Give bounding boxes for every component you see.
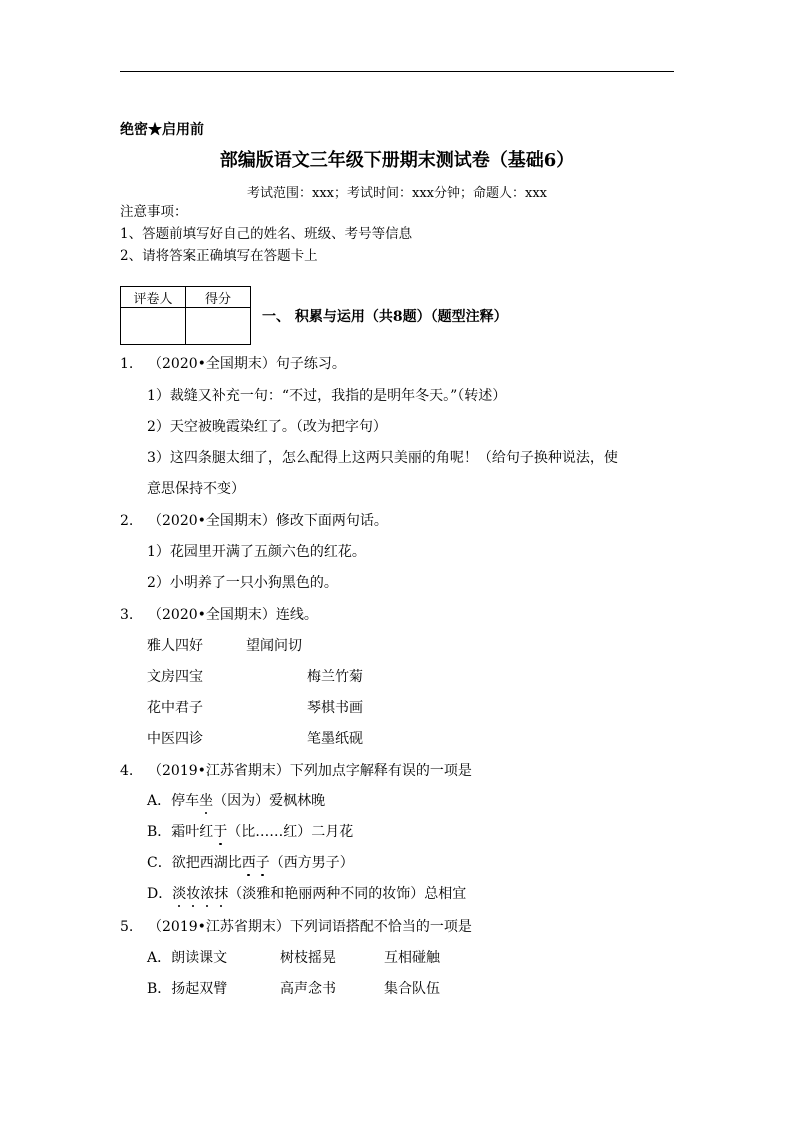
option-word: 集合队伍 [384,981,440,997]
notes-heading: 注意事项： [120,204,188,220]
score-header: 得分 [186,287,251,308]
grader-cell[interactable] [121,308,186,345]
match-right-item: 笔墨纸砚 [307,731,363,747]
note-item: 2、请将答案正确填写在答题卡上 [120,248,318,264]
option-d: D．淡妆浓抹（淡雅和艳丽两种不同的妆饰）总相宜 [147,886,467,902]
sub-question: 3）这四条腿太细了，怎么配得上这两只美丽的角呢！（给句子换种说法，使 [147,450,618,466]
page-title: 部编版语文三年级下册期末测试卷（基础6） [219,150,575,171]
dotted-char: 坐 [199,793,214,809]
dotted-char: 于 [213,824,228,840]
dotted-char: 淡 [172,886,187,902]
sub-question: 1）裁缝又补充一句：“不过，我指的是明年冬天。”（转述） [147,388,507,404]
grader-header: 评卷人 [121,287,186,308]
dotted-char: 抹 [214,886,229,902]
question-3 [120,604,318,624]
question-number: 4. [120,763,134,779]
question-4 [120,760,472,780]
question-number: 1. [120,356,134,372]
match-left-item: 花中君子 [147,700,203,716]
option-word: A．朗读课文 [147,950,228,966]
question-number: 3. [120,607,134,623]
question-stem: （2020•全国期末）句子练习。 [148,356,346,372]
question-number: 2. [120,513,134,529]
match-left-item: 文房四宝 [147,669,203,685]
score-cell[interactable] [186,308,251,345]
question-5 [120,916,472,936]
match-right-item: 琴棋书画 [307,700,363,716]
sub-question: 2）天空被晚霞染红了。（改为把字句） [147,419,387,435]
question-stem: （2019•江苏省期末）下列词语搭配不恰当的一项是 [148,919,472,935]
question-stem: （2019•江苏省期末）下列加点字解释有误的一项是 [148,763,472,779]
question-stem: （2020•全国期末）连线。 [148,607,318,623]
option-c: C．欲把西湖比西子（西方男子） [147,855,354,871]
sub-question-continued: 意思保持不变） [147,481,245,497]
dotted-char: 西 [241,855,256,871]
match-right-item: 望闻问切 [246,638,302,654]
note-item: 1、答题前填写好自己的姓名、班级、考号等信息 [120,226,413,242]
question-stem: （2020•全国期末）修改下面两句话。 [148,513,388,529]
dotted-char: 子 [255,855,270,871]
question-number: 5. [120,919,134,935]
match-left-item: 中医四诊 [147,731,203,747]
match-right-item: 梅兰竹菊 [307,669,363,685]
secret-label: 绝密★启用前 [120,122,204,138]
option-word: 互相碰触 [384,950,440,966]
option-word: B．扬起双臂 [147,981,228,997]
option-b: B．霜叶红于（比……红）二月花 [147,824,354,840]
option-word: 树枝摇晃 [280,950,336,966]
dotted-char: 妆 [186,886,201,902]
question-1 [120,353,346,373]
score-table [120,286,251,345]
sub-question: 1）花园里开满了五颜六色的红花。 [147,544,366,560]
sub-question: 2）小明养了一只小狗黑色的。 [147,575,338,591]
question-2 [120,510,388,530]
option-word: 高声念书 [280,981,336,997]
header-rule [120,71,674,72]
option-a: A．停车坐（因为）爱枫林晚 [147,793,326,809]
section-title: 一、 积累与运用（共8题）（题型注释） [262,309,508,325]
match-left-item: 雅人四好 [147,638,203,654]
dotted-char: 浓 [200,886,215,902]
exam-info: 考试范围：xxx；考试时间：xxx分钟；命题人：xxx [247,186,547,201]
